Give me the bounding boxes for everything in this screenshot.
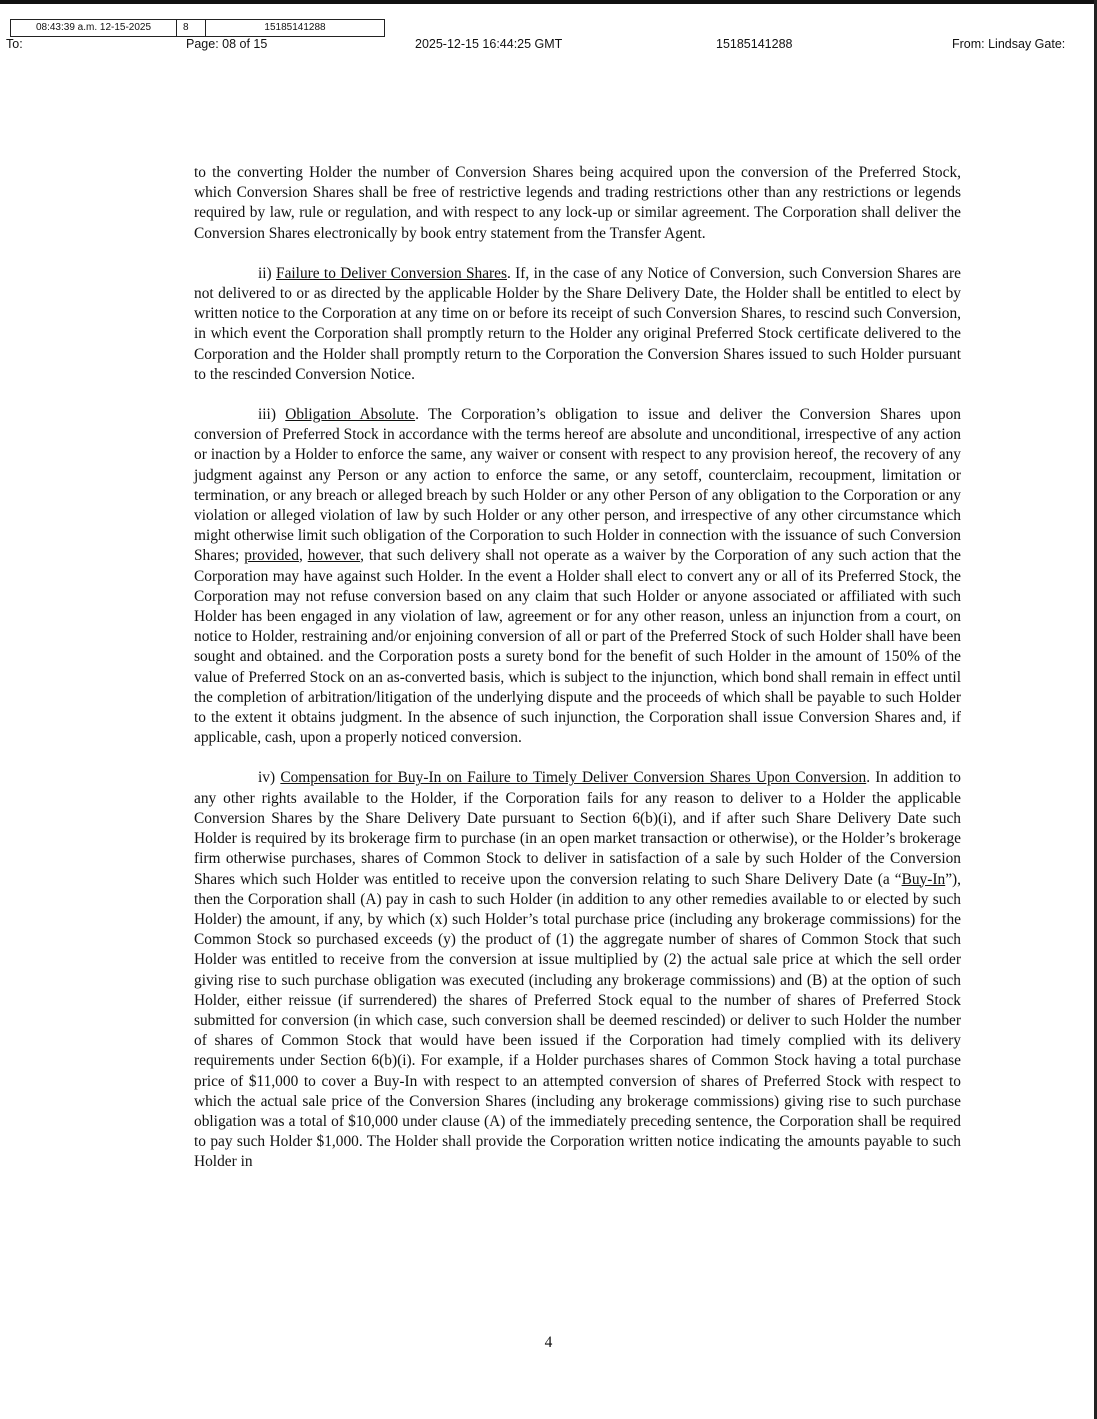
clause-number: iv) [258, 769, 276, 787]
fax-header-from: From: Lindsay Gate: [952, 37, 1066, 51]
term-comma: , [298, 547, 303, 565]
paragraph-continuation [194, 163, 961, 244]
fax-header-page: Page: 08 of 15 [186, 37, 268, 51]
paragraph-text: . In addition to any other rights available to the Holder, if the Corporation fails for any reason to deliver to a Holder the applicable Conversion Shares by the Share Delivery Date pursuant to Section 6(b)(i), and if after such Share Delivery Date such Holder is required by its brokerage firm to purchase (in an open market transaction or otherwise), or the Holder’s brokerage firm otherwise purchases, shares of Common Stock to deliver in satisfaction of a sale by such Holder of the Conversion Shares which such Holder was entitled to receive upon the conversion relating to such Share Delivery Date (a “ [194, 769, 962, 888]
fax-header [0, 37, 1097, 55]
paragraph-text: . If, in the case of any Notice of Conversion, such Conversion Shares are not delivered to or as directed by the applicable Holder by the Share Delivery Date, the Holder shall be entitled to elect by written notice to the Corporation at any time on or before its receipt of such Conversion Shares, to rescind such Conversion, in which event the Corporation shall promptly return to the Holder any original Preferred Stock certificate delivered to the Corporation and the Holder shall promptly return to the Corporation the Conversion Shares issued to such Holder pursuant to the rescinded Conversion Notice. [194, 264, 961, 383]
clause-heading: Obligation Absolute [285, 406, 416, 424]
fax-header-phone: 15185141288 [716, 37, 793, 51]
fax-stamp-page: 8 [177, 20, 206, 36]
fax-stamp-time: 08:43:39 a.m. 12-15-2025 [11, 20, 177, 36]
fax-stamp-phone: 15185141288 [264, 22, 326, 33]
paragraph-text: , that such delivery shall not operate as a waiver by the Corporation of any such action that the Corporation may have against such Holder. In the event a Holder shall elect to convert any or all of its Preferred Stock, the Corporation may not refuse conversion based on any claim that such Holder or anyone associated or affiliated with such Holder has been engaged in any violation of law, agreement or for any other reason, unless an injunction from a court, on notice to Holder, restraining and/or enjoining conversion of all or part of the Preferred Stock of such Holder shall have been sought and obtained. and the Corporation posts a surety bond for the benefit of such Holder in the amount of 150% of the value of Preferred Stock on an as-converted basis, which is subject to the injunction, which bond shall remain in effect until the completion of arbitration/litigation of the underlying dispute and the proceeds of which shall be payable to such Holder to the extent it obtains judgment. In the absence of such injunction, the Corporation shall issue Conversion Shares and, if applicable, cash, upon a properly noticed conversion. [194, 547, 961, 747]
clause-number: ii) [258, 264, 272, 282]
clause-number: iii) [258, 406, 276, 424]
clause-heading: Compensation for Buy-In on Failure to Timely Deliver Conversion Shares Upon Conversion [280, 769, 867, 787]
paragraph-text: to the converting Holder the number of Conversion Shares being acquired upon the conversion of the Preferred Stock, which Conversion Shares shall be free of restrictive legends and trading restrictions other than any restrictions or legends required by law, rule or regulation, and with respect to any lock-up or similar agreement. The Corporation shall deliver the Conversion Shares electronically by book entry statement from the Transfer Agent. [194, 164, 961, 242]
paragraph-obligation-absolute [194, 405, 961, 748]
paragraph-buy-in [194, 768, 961, 1172]
fax-header-to: To: [6, 37, 23, 51]
paragraph-text: . The Corporation’s obligation to issue and deliver the Conversion Shares upon conversion of Preferred Stock in accordance with the terms hereof are absolute and unconditional, irrespective of any action or inaction by a Holder to enforce the same, any waiver or consent with respect to any provision hereof, the recovery of any judgment against any Person or any action to enforce the same, or any setoff, counterclaim, recoupment, limitation or termination, or any breach or alleged breach by such Holder or any other Person of any obligation to the Corporation or any violation or alleged violation of law by such Holder or any other person, and irrespective of any other circumstance which might otherwise limit such obligation of the Corporation to such Holder in connection with the issuance of such Conversion Shares; [194, 406, 961, 565]
term-provided: provided [244, 547, 299, 565]
document-body [194, 163, 961, 1193]
paragraph-failure-to-deliver [194, 264, 961, 385]
clause-heading: Failure to Deliver Conversion Shares [276, 264, 507, 282]
scan-top-edge [0, 0, 1097, 4]
page-number: 4 [544, 1334, 553, 1351]
fax-header-datetime: 2025-12-15 16:44:25 GMT [415, 37, 563, 51]
fax-stamp [10, 19, 385, 37]
term-however: however [307, 547, 361, 565]
paragraph-text: ”), then the Corporation shall (A) pay in cash to such Holder (in addition to any other remedies available to or elected by such Holder) the amount, if any, by which (x) such Holder’s total purchase price (including any brokerage commissions) for the Common Stock so purchased exceeds (y) the product of (1) the aggregate number of shares of Common Stock that such Holder was entitled to receive from the conversion at issue multiplied by (2) the actual sale price at which the sell order giving rise to such purchase obligation was executed (including any brokerage commissions) and (B) at the option of such Holder, either reissue (if surrendered) the shares of Preferred Stock equal to the number of shares of Preferred Stock submitted for conversion (in which case, such conversion shall be deemed rescinded) or deliver to such Holder the number of shares of Common Stock that would have been issued if the Corporation had timely complied with its delivery requirements under Section 6(b)(i). For example, if a Holder purchases shares of Common Stock having a total purchase price of $11,000 to cover a Buy-In with respect to an attempted conversion of shares of Preferred Stock with respect to which the actual sale price of the Conversion Shares (including any brokerage commissions) giving rise to such purchase obligation was a total of $10,000 under clause (A) of the immediately preceding sentence, the Corporation shall be required to pay such Holder $1,000. The Holder shall provide the Corporation written notice indicating the amounts payable to such Holder in [194, 870, 961, 1171]
term-buy-in: Buy-In [901, 870, 946, 888]
